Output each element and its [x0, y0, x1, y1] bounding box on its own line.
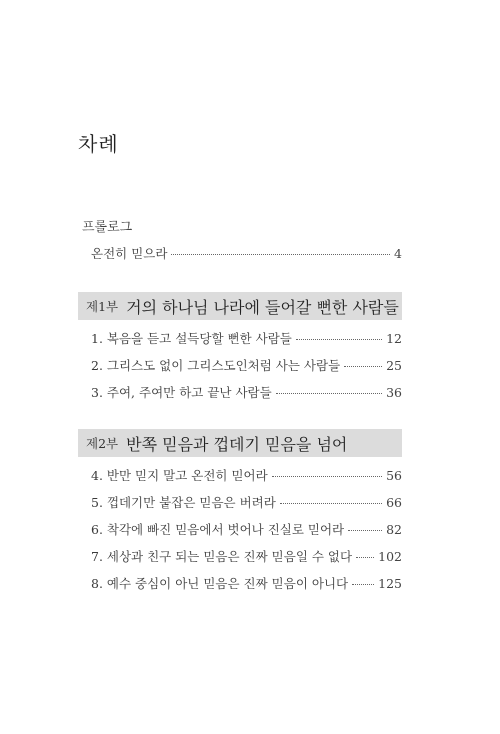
entry-page-number: 56 [386, 468, 402, 483]
dot-leader [280, 503, 382, 504]
toc-entry-4 [91, 466, 402, 484]
prologue-heading: 프롤로그 [82, 220, 133, 235]
entry-page-number: 82 [386, 522, 402, 537]
entry-label: 1. 복음을 듣고 설득당할 뻔한 사람들 [91, 331, 292, 346]
toc-entry-1 [91, 329, 402, 347]
part-title: 반쪽 믿음과 껍데기 믿음을 넘어 [126, 434, 348, 454]
dot-leader [356, 557, 374, 558]
entry-label: 4. 반만 믿지 말고 온전히 믿어라 [91, 468, 268, 483]
dot-leader [272, 476, 382, 477]
dot-leader [296, 339, 382, 340]
entry-page-number: 4 [394, 246, 402, 261]
entry-label: 6. 착각에 빠진 믿음에서 벗어나 진실로 믿어라 [91, 522, 345, 537]
part-title: 거의 하나님 나라에 들어갈 뻔한 사람들 [126, 297, 399, 317]
toc-entry-5 [91, 493, 402, 511]
part-number: 제1부 [86, 299, 119, 314]
entry-page-number: 125 [378, 576, 402, 591]
toc-entry-7 [91, 547, 402, 565]
dot-leader [348, 530, 382, 531]
entry-label: 7. 세상과 친구 되는 믿음은 진짜 믿음일 수 없다 [91, 549, 353, 564]
toc-entry-2 [91, 356, 402, 374]
entry-page-number: 12 [386, 331, 402, 346]
entry-label: 8. 예수 중심이 아닌 믿음은 진짜 믿음이 아니다 [91, 576, 349, 591]
toc-entry-8 [91, 574, 402, 592]
dot-leader [171, 254, 390, 255]
toc-entry-3 [91, 383, 402, 401]
entry-page-number: 36 [386, 385, 402, 400]
dot-leader [344, 366, 382, 367]
toc-entry-prologue [91, 244, 402, 262]
entry-label: 2. 그리스도 없이 그리스도인처럼 사는 사람들 [91, 358, 341, 373]
dot-leader [352, 584, 374, 585]
dot-leader [276, 393, 382, 394]
page-title: 차례 [78, 132, 119, 156]
part-number: 제2부 [86, 436, 119, 451]
entry-label: 3. 주여, 주여만 하고 끝난 사람들 [91, 385, 272, 400]
entry-page-number: 66 [386, 495, 402, 510]
toc-entry-6 [91, 520, 402, 538]
part-2-heading [78, 429, 402, 457]
entry-label: 5. 껍데기만 붙잡은 믿음은 버려라 [91, 495, 276, 510]
part-1-heading [78, 292, 402, 320]
entry-page-number: 102 [378, 549, 402, 564]
entry-page-number: 25 [386, 358, 402, 373]
entry-label: 온전히 믿으라 [91, 246, 168, 261]
